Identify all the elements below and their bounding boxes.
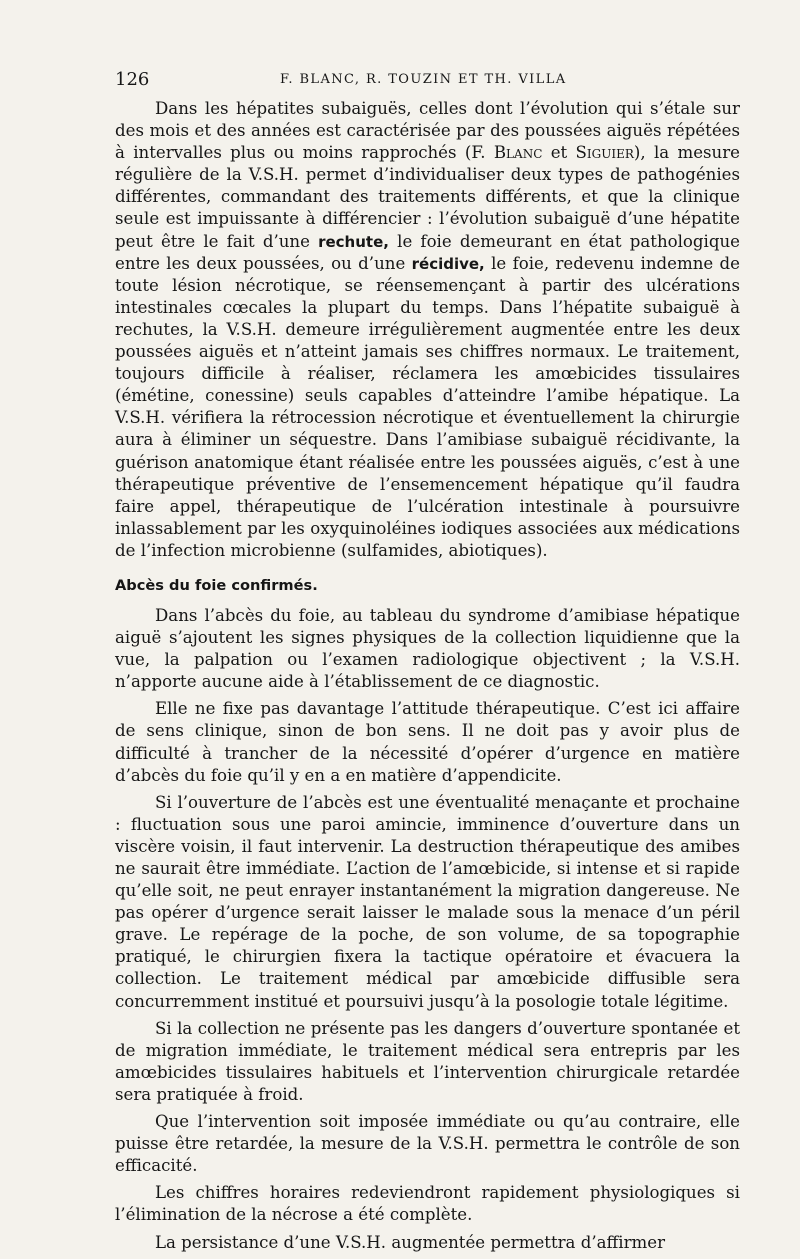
page-number: 126 xyxy=(115,69,150,90)
section-heading: Abcès du foie confirmés. xyxy=(115,576,318,594)
paragraph: Que l’intervention soit imposée immédiate ou qu’au contraire, elle puisse être retardée, la mesure de la V.S.H. permettra le contrôle de son efficacité. xyxy=(115,1112,740,1176)
paragraph-text: le foie, redevenu indemne de toute lésion nécrotique, se réensemençant à partir des ulcérations intestinales cœcales la plupart du temps. Dans l’hépatite subaiguë à rechutes, la V.S.H. demeure irrégulièrement augmentée entre les deux poussées aiguës et n’atteint jamais ses chiffres normaux. Le traitement, toujours difficile à réaliser, réclamera les amœbicides tissulaires (émétine, conessine) seuls capables d’atteindre l’amibe hépatique. La V.S.H. vérifiera la rétrocession nécrotique et éventuellement la chirurgie aura à éliminer un séquestre. Dans l’amibiase subaiguë récidivante, la guérison anatomique étant réalisée entre les poussées aiguës, c’est à une thérapeutique préventive de l’ensemencement hépatique qu’il faudra faire appel, thérapeutique de l’ulcération intestinale à poursuivre inlassablement par les oxyquinoléines iodiques associées aux médications de l’infection microbienne (sulfamides, abiotiques). xyxy=(115,253,740,560)
paragraph-hepatites-subaigues xyxy=(115,98,740,562)
page-body xyxy=(115,98,740,1259)
paragraph: La persistance d’une V.S.H. augmentée permettra d’affirmer xyxy=(155,1232,666,1252)
paragraph-text: le foie demeurant en état pathologique entre les deux poussées, ou d’une xyxy=(115,231,740,273)
paragraph: Si l’ouverture de l’abcès est une éventualité menaçante et prochaine : fluctuation sous une paroi amincie, imminence d’ouverture dans un viscère voisin, il faut intervenir. La destruction thérapeutique des amibes ne saurait être immédiate. L’action de l’amœbicide, si intense et si rapide qu’elle soit, ne peut enrayer instantanément la migration dangereuse. Ne pas opérer d’urgence serait laisser le malade sous la menace d’un péril grave. Le repérage de la poche, de son volume, de sa topographie pratiqué, le chirurgien fixera la tactique opératoire et évacuera la collection. Le traitement médical par amœbicide diffusible sera concurremment institué et poursuivi jusqu’à la posologie totale légitime. xyxy=(115,792,740,1011)
paragraph-text: ), la mesure régulière de la V.S.H. permet d’individualiser deux types de pathogénies différentes, commandant des traitements différents, et que la clinique seule est impuissante à différencier : l’évolution subaiguë d’une hépatite peut être le fait d’une xyxy=(115,143,740,251)
emphasized-term: rechute, xyxy=(318,232,389,251)
author-name: Blanc xyxy=(493,143,543,163)
paragraph: Dans l’abcès du foie, au tableau du syndrome d’amibiase hépatique aiguë s’ajoutent les signes physiques de la collection liquidienne que la vue, la palpation ou l’examen radiologique objectivent ; la V.S.H. n’apporte aucune aide à l’établissement de ce diagnostic. xyxy=(115,605,740,692)
paragraph: Si la collection ne présente pas les dangers d’ouverture spontanée et de migration immédiate, le traitement médical sera entrepris par les amœbicides tissulaires habituels et l’intervention chirurgicale retardée sera pratiquée à froid. xyxy=(115,1018,740,1104)
page-header xyxy=(115,68,740,92)
paragraph: Elle ne fixe pas davantage l’attitude thérapeutique. C’est ici affaire de sens clinique, sinon de bon sens. Il ne doit pas y avoir plus de difficulté à trancher de la nécessité d’opérer d’urgence en matière d’abcès du foie qu’il y en a en matière d’appendicite. xyxy=(115,699,740,785)
author-name: Siguier xyxy=(575,143,634,163)
paragraph-text: et xyxy=(542,143,576,163)
paragraph-text: Dans les hépatites subaiguës, celles dont l’évolution qui s’étale sur des mois et des années est caractérisée par des poussées aiguës répétées à intervalles plus ou moins rapprochés (F. xyxy=(115,99,740,163)
running-head: F. BLANC, R. TOUZIN ET TH. VILLA xyxy=(280,72,567,87)
paragraph: Les chiffres horaires redeviendront rapidement physiologiques si l’élimination de la nécrose a été complète. xyxy=(115,1183,740,1225)
emphasized-term: récidive, xyxy=(411,254,485,273)
